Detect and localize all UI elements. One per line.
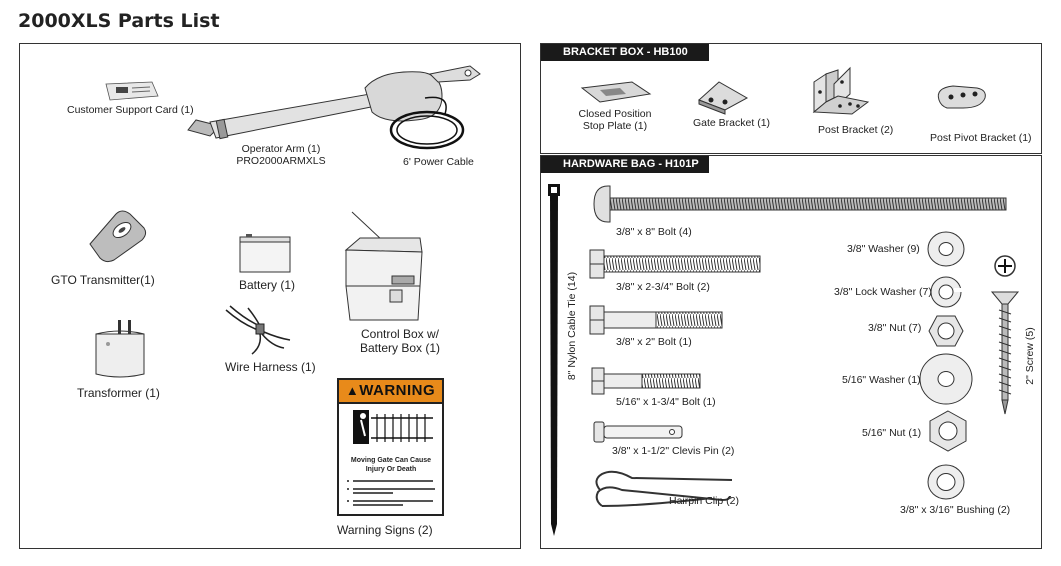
screw-icon [990, 290, 1020, 416]
washer-3-8-label: 3/8" Washer (9) [847, 243, 920, 255]
bracket-box-header: BRACKET BOX - HB100 [541, 44, 709, 61]
warning-fine-print [347, 478, 439, 512]
power-cable-label: 6' Power Cable [403, 156, 474, 168]
bushing-icon [926, 462, 966, 502]
warning-sign-header-text: WARNING [359, 382, 436, 399]
warning-triangle-icon: ▲ [345, 383, 360, 398]
warning-sign-header [339, 380, 442, 404]
post-bracket-label: Post Bracket (2) [818, 124, 894, 136]
stop-plate-label [570, 108, 660, 132]
post-pivot-bracket-label: Post Pivot Bracket (1) [930, 132, 1032, 144]
phillips-head-icon [993, 254, 1017, 278]
lock-washer-3-8-icon [928, 274, 964, 310]
gate-hazard-icon [353, 408, 433, 448]
nut-5-16-label: 5/16" Nut (1) [862, 427, 922, 439]
bolt-3-8-x-2-label: 3/8" x 2" Bolt (1) [616, 336, 692, 348]
battery-icon [236, 234, 294, 274]
battery-label: Battery (1) [239, 278, 296, 292]
bolt-3-8-x-8-threads [610, 198, 1008, 210]
operator-arm-label [236, 143, 326, 167]
control-box-label [355, 327, 445, 355]
transformer-label: Transformer (1) [77, 386, 160, 400]
lock-washer-3-8-label: 3/8" Lock Washer (7) [834, 286, 932, 298]
control-box-icon [340, 210, 430, 326]
washer-5-16-label: 5/16" Washer (1) [842, 374, 921, 386]
bolt-5-16-x-1-3-4-icon [590, 366, 705, 398]
warning-headline-line1: Moving Gate Can Cause [350, 457, 432, 464]
gate-bracket-icon [695, 80, 755, 114]
stop-plate-label-line2: Stop Plate (1) [582, 120, 648, 132]
bushing-label: 3/8" x 3/16" Bushing (2) [900, 504, 1011, 516]
operator-arm-label-line1: Operator Arm (1) [241, 143, 321, 155]
hairpin-clip-label: Hairpin Clip (2) [669, 495, 740, 507]
support-card-icon [100, 80, 160, 102]
clevis-pin-label: 3/8" x 1-1/2" Clevis Pin (2) [612, 445, 735, 457]
stop-plate-label-line1: Closed Position [578, 108, 652, 120]
operator-arm-label-line2: PRO2000ARMXLS [236, 155, 326, 167]
cable-tie-icon [545, 184, 565, 540]
bolt-3-8-x-2-icon [588, 302, 726, 338]
wire-harness-icon [222, 304, 292, 356]
clevis-pin-icon [592, 422, 687, 444]
bolt-3-8-x-2-3-4-icon [588, 246, 763, 282]
page-title: 2000XLS Parts List [18, 10, 220, 32]
warning-signs-label: Warning Signs (2) [337, 523, 433, 537]
transformer-icon [92, 320, 148, 380]
power-cable-icon [385, 100, 475, 160]
post-pivot-bracket-icon [933, 82, 989, 112]
gto-transmitter-label: GTO Transmitter(1) [51, 273, 155, 287]
warning-sign [337, 378, 444, 516]
gto-transmitter-icon [80, 208, 148, 264]
gate-bracket-label: Gate Bracket (1) [693, 117, 771, 129]
warning-sign-headline [341, 456, 441, 474]
washer-3-8-icon [926, 230, 966, 268]
nut-3-8-icon [928, 314, 964, 348]
bolt-3-8-x-2-3-4-label: 3/8" x 2-3/4" Bolt (2) [616, 281, 710, 293]
nut-5-16-icon [928, 410, 968, 452]
post-bracket-icon [812, 68, 870, 118]
bolt-3-8-x-8-label: 3/8" x 8" Bolt (4) [616, 226, 692, 238]
nut-3-8-label: 3/8" Nut (7) [868, 322, 922, 334]
wire-harness-label: Wire Harness (1) [225, 360, 316, 374]
control-box-label-line2: Battery Box (1) [359, 341, 441, 355]
hardware-bag-header: HARDWARE BAG - H101P [541, 156, 709, 173]
screw-label: 2" Screw (5) [1024, 327, 1036, 385]
washer-5-16-icon [918, 352, 974, 406]
stop-plate-icon [580, 80, 652, 104]
control-box-label-line1: Control Box w/ [360, 327, 440, 341]
bolt-5-16-x-1-3-4-label: 5/16" x 1-3/4" Bolt (1) [616, 396, 716, 408]
warning-headline-line2: Injury Or Death [365, 466, 417, 473]
cable-tie-label: 8" Nylon Cable Tie (14) [566, 271, 578, 381]
customer-support-card-label: Customer Support Card (1) [67, 104, 194, 116]
